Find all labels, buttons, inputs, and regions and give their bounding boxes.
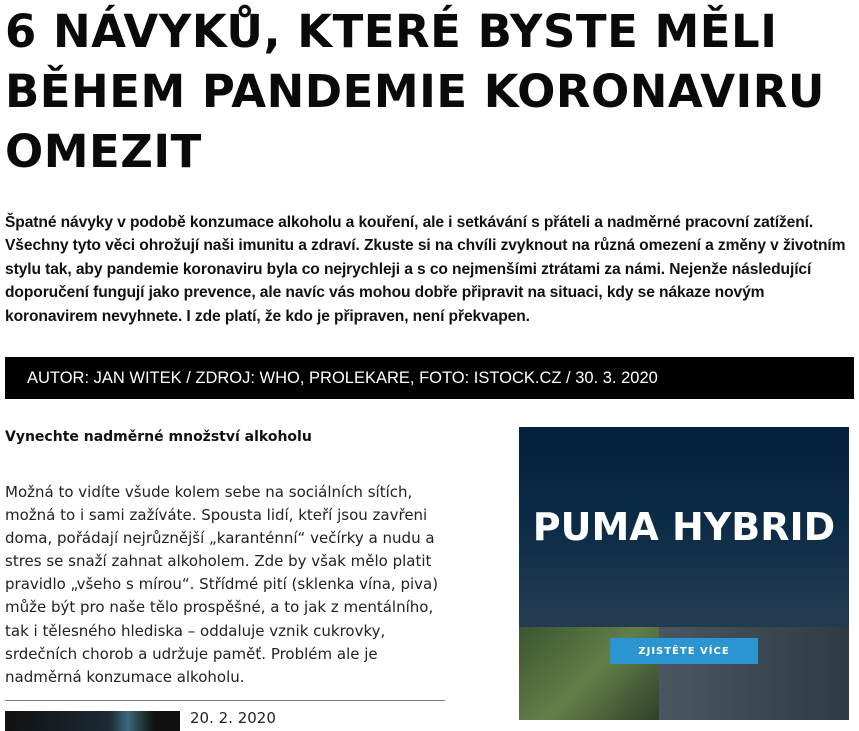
advertisement-banner[interactable] [519,427,849,720]
article-meta-bar [5,357,854,399]
article-lead: Špatné návyky v podobě konzumace alkoholu a kouření, ale i setkávání s přáteli a nadměrné pracovní zatížení. Všechny tyto věci ohrožují naši imunitu a zdraví. Zkuste si na chvíli zvyknout na různá omezení a změny v životním stylu tak, aby pandemie koronaviru byla co nejrychleji a s co nejmenšími ztrátami za námi. Nejenže následující doporučení fungují jako prevence, ale navíc vás mohou dobře připravit na situaci, kdy se nákaze novým koronavirem nevyhnete. I zde platí, že kdo je připraven, není překvapen. [5,214,846,325]
related-article-date: 20. 2. 2020 [190,709,276,727]
article-title: 6 NÁVYKŮ, KTERÉ BYSTE MĚLI BĚHEM PANDEMIE KORONAVIRU OMEZIT [5,5,825,178]
ad-title: PUMA HYBRID [532,505,836,549]
ad-cta-button[interactable]: ZJISTĚTE VÍCE [610,638,758,664]
article-meta: AUTOR: JAN WITEK / ZDROJ: WHO, PROLEKARE, FOTO: ISTOCK.CZ / 30. 3. 2020 [27,369,658,387]
divider [5,700,445,701]
section-heading: Vynechte nadměrné množství alkoholu [5,429,312,445]
section-body: Možná to vidíte všude kolem sebe na sociálních sítích, možná to i sami zažíváte. Spousta lidí, kteří jsou zavřeni doma, pořádají nejrůznější „karanténní“ večírky a nudu a stres se snaží zahnat alkoholem. Zde by však mělo platit pravidlo „všeho s mírou“. Střídmé pití (sklenka vína, piva) může být pro naše tělo prospěšné, a to jak z mentálního, tak i tělesného hlediska – oddaluje vznik cukrovky, srdečních chorob a udržuje paměť. Problém ale je nadměrná konzumace alkoholu. [5,483,439,686]
related-article-thumbnail[interactable] [5,711,180,731]
